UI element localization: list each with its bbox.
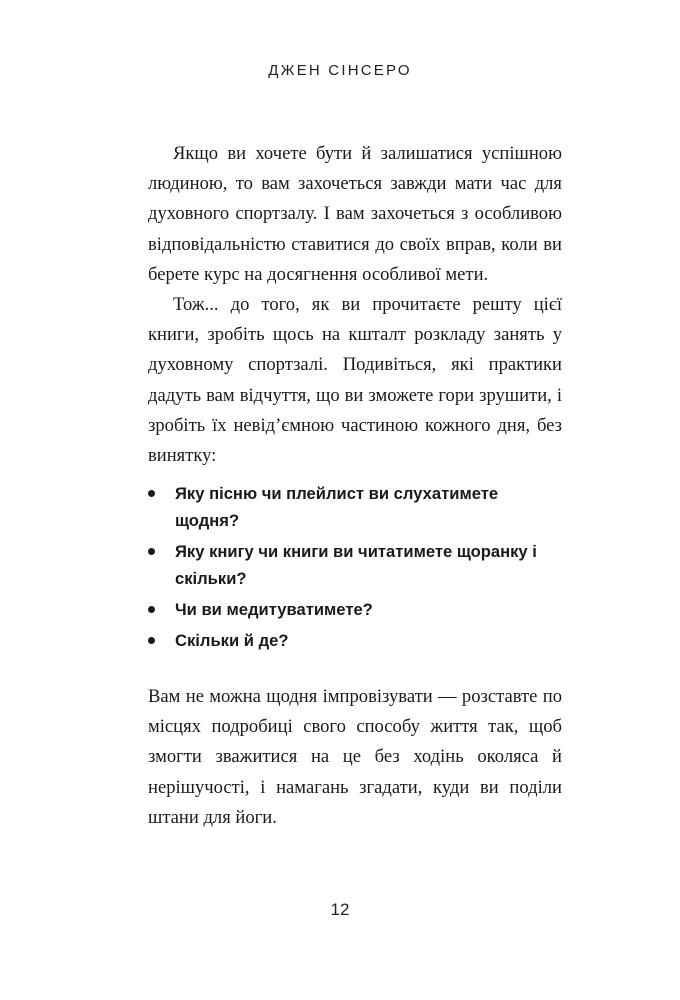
list-item — [148, 480, 562, 534]
bullet-dot-icon — [148, 606, 155, 613]
question-list — [148, 480, 562, 658]
list-item — [148, 627, 562, 654]
bullet-dot-icon — [148, 490, 155, 497]
body-text — [148, 139, 562, 471]
list-item — [148, 538, 562, 592]
list-item-text: Яку книгу чи книги ви читатимете щоранку і скільки? — [175, 542, 537, 588]
list-item-text: Чи ви медитуватимете? — [175, 600, 373, 619]
list-item-text: Скільки й де? — [175, 631, 289, 650]
list-item — [148, 596, 562, 623]
paragraph: Вам не можна щодня імпровізувати — розставте по місцях подробиці свого способу життя так, щоб змогти зважитися на це без ходінь околяса й нерішучості, і намагань згадати, куди ви поділи штани для йоги. — [148, 686, 562, 828]
page-number: 12 — [330, 900, 350, 919]
closing-text — [148, 682, 562, 833]
list-item-text: Яку пісню чи плейлист ви слухатимете щодня? — [175, 484, 499, 530]
paragraph: Якщо ви хочете бути й залишатися успішною людиною, то вам захочеться завжди мати час для духовного спортзалу. І вам захочеться з особливою відповідальністю ставитися до своїх вправ, коли ви берете курс на досягнення особливої мети. — [148, 143, 562, 285]
bullet-dot-icon — [148, 548, 155, 555]
paragraph: Тож... до того, як ви прочитаєте решту цієї книги, зробіть щось на кшталт розкладу занять у духовному спортзалі. Подивіться, які практики дадуть вам відчуття, що ви зможете гори зрушити, і зробіть їх невід’ємною частиною кожного дня, без винятку: — [148, 294, 562, 467]
running-head: ДЖЕН СІНСЕРО — [268, 62, 412, 79]
bullet-dot-icon — [148, 637, 155, 644]
